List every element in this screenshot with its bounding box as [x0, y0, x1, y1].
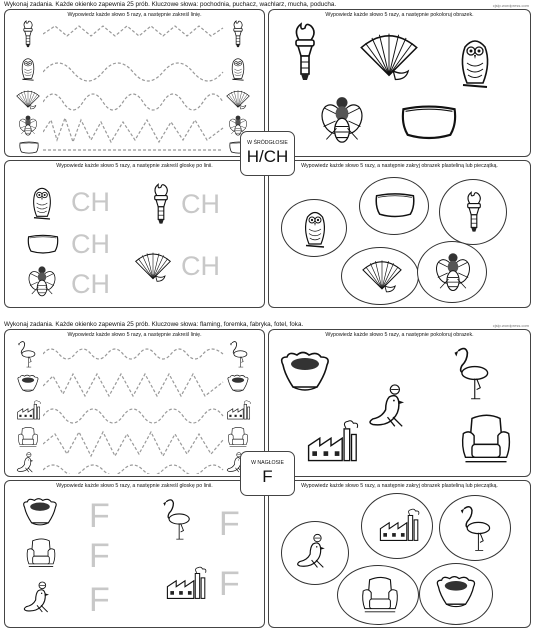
seal-icon[interactable]	[365, 384, 421, 430]
panel-color	[268, 329, 531, 477]
cover-bubble[interactable]	[281, 199, 347, 257]
badge-sound: H/CH	[246, 147, 289, 166]
pillow-icon	[372, 188, 418, 222]
pillow-icon	[25, 231, 61, 257]
baking-mold-icon	[432, 574, 480, 612]
fly-icon	[27, 263, 57, 301]
letter-trace[interactable]: CH	[71, 269, 110, 299]
fly-icon	[17, 114, 39, 138]
panel-color	[268, 9, 531, 157]
sound-badge	[240, 131, 295, 176]
letter-trace[interactable]: CH	[71, 187, 110, 217]
cover-bubble[interactable]	[417, 241, 487, 303]
letter-trace[interactable]: F	[89, 537, 110, 575]
owl-icon	[227, 55, 249, 83]
panel-instruction: Wypowiedz każde słowo 5 razy, a następnie pokoloruj obrazek.	[325, 332, 474, 338]
fan-icon	[225, 88, 251, 110]
owl-icon	[17, 55, 39, 83]
letter-trace[interactable]: F	[89, 497, 110, 535]
armchair-icon[interactable]	[459, 412, 513, 466]
letter-trace[interactable]: CH	[181, 251, 220, 281]
worksheet-hch	[0, 0, 535, 318]
cover-bubble[interactable]	[359, 177, 429, 235]
armchair-icon	[227, 426, 249, 448]
panel-letters	[4, 480, 265, 628]
factory-icon	[376, 506, 420, 544]
cover-bubble[interactable]	[341, 247, 419, 305]
letter-trace[interactable]: F	[219, 565, 240, 603]
seal-icon	[15, 452, 41, 474]
flamingo-icon[interactable]	[449, 342, 495, 404]
baking-mold-icon	[19, 497, 61, 529]
credit: cjslp.wordpress.com	[492, 323, 529, 328]
panel-trace	[4, 9, 265, 157]
factory-icon	[163, 565, 207, 601]
torch-icon	[460, 190, 488, 234]
credit: cjslp.wordpress.com	[492, 3, 529, 8]
letter-trace[interactable]: F	[89, 581, 110, 619]
cover-bubble[interactable]	[361, 493, 433, 559]
baking-mold-icon	[15, 374, 41, 394]
armchair-icon	[17, 426, 39, 448]
panel-instruction: Wypowiedz każde słowo 5 razy, a następnie zakryj obrazek plasteliną lub pieczątką.	[301, 163, 498, 169]
letter-trace[interactable]: CH	[71, 229, 110, 259]
badge-sound: F	[262, 467, 273, 486]
panel-cover	[268, 160, 531, 308]
fly-icon	[434, 250, 472, 296]
seal-icon	[21, 581, 61, 615]
fan-icon	[133, 249, 173, 283]
panel-trace	[4, 329, 265, 477]
owl-icon[interactable]	[455, 32, 495, 94]
badge-caption: W NAGŁOSIE	[251, 460, 284, 466]
torch-icon	[227, 20, 249, 48]
cover-bubble[interactable]	[439, 495, 511, 561]
cover-bubble[interactable]	[337, 565, 419, 625]
fan-icon	[15, 88, 41, 110]
cover-bubble[interactable]	[281, 521, 349, 585]
baking-mold-icon	[225, 374, 251, 394]
panel-letters	[4, 160, 265, 308]
panel-instruction: Wypowiedz każde słowo 5 razy, a następnie zakryj obrazek plasteliną lub pieczątką.	[301, 483, 498, 489]
torch-icon	[17, 20, 39, 48]
fly-icon[interactable]	[319, 90, 365, 152]
fan-icon[interactable]	[357, 28, 421, 82]
factory-icon[interactable]	[303, 418, 359, 464]
panel-cover	[268, 480, 531, 628]
letter-trace[interactable]: F	[219, 505, 240, 543]
baking-mold-icon[interactable]	[275, 350, 335, 396]
tracing-lines[interactable]	[43, 344, 225, 474]
flamingo-icon	[15, 340, 39, 368]
worksheet-f	[0, 320, 535, 638]
sound-badge	[240, 451, 295, 496]
owl-icon	[27, 183, 57, 223]
pillow-icon	[17, 140, 41, 155]
flamingo-icon	[159, 497, 195, 541]
factory-icon	[15, 400, 41, 420]
flamingo-icon	[456, 504, 496, 552]
flamingo-icon	[227, 340, 251, 368]
torch-icon	[147, 183, 175, 225]
tracing-lines[interactable]	[43, 24, 225, 154]
cover-bubble[interactable]	[419, 563, 493, 625]
panel-instruction: Wypowiedz każde słowo 5 razy, a następnie zakreśl głoskę po linii.	[56, 163, 213, 169]
torch-icon[interactable]	[285, 22, 325, 82]
armchair-icon	[360, 574, 400, 616]
worksheet-header: Wykonaj zadania. Każde okienko zapewnia 25 prób. Kluczowe słowa: pochodnia, puchacz, wachlarz, mucha, poducha.	[4, 1, 337, 8]
seal-icon	[294, 532, 338, 572]
fan-icon	[360, 256, 404, 294]
panel-instruction: Wypowiedz każde słowo 5 razy, a następnie zakreśl linię.	[67, 332, 202, 338]
owl-icon	[300, 206, 330, 252]
worksheet-header: Wykonaj zadania. Każde okienko zapewnia 25 prób. Kluczowe słowa: flaming, foremka, fabryka, fotel, foka.	[4, 321, 304, 328]
letter-trace[interactable]: CH	[181, 189, 220, 219]
pillow-icon[interactable]	[397, 100, 461, 144]
panel-instruction: Wypowiedz każde słowo 5 razy, a następnie zakreśl głoskę po linii.	[56, 483, 213, 489]
cover-bubble[interactable]	[439, 179, 507, 245]
panel-instruction: Wypowiedz każde słowo 5 razy, a następnie pokoloruj obrazek.	[325, 12, 474, 18]
armchair-icon	[25, 537, 57, 569]
factory-icon	[225, 400, 251, 420]
badge-caption: W ŚRÓDGŁOSIE	[247, 140, 288, 146]
panel-instruction: Wypowiedz każde słowo 5 razy, a następnie zakreśl linię.	[67, 12, 202, 18]
